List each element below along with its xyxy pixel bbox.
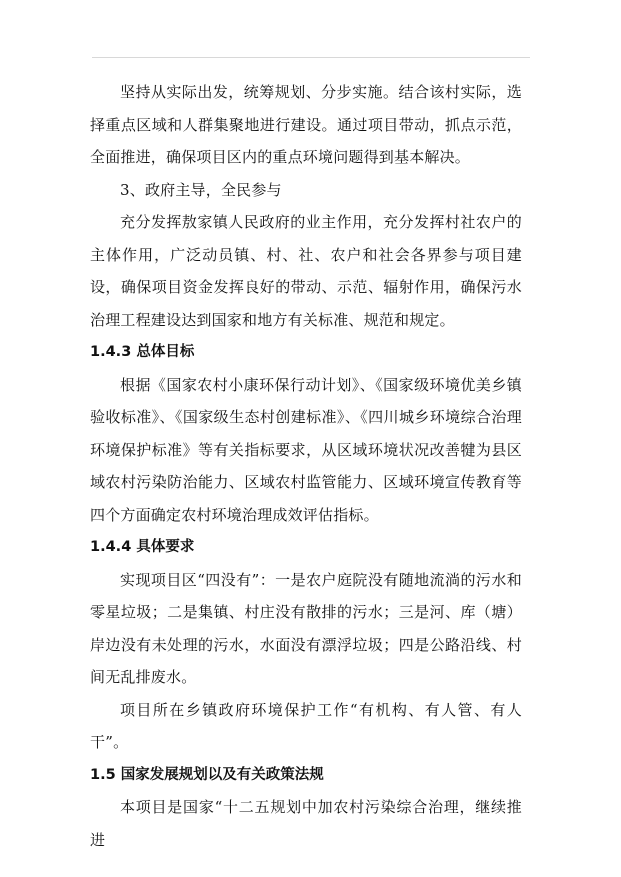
section-heading: 1.4.4 具体要求 — [90, 539, 195, 555]
paragraph: 坚持从实际出发，统筹规划、分步实施。结合该村实际，选择重点区域和人群集聚地进行建设。通过项目带动，抓点示范，全面推进，确保项目区内的重点环境问题得到基本解决。 — [90, 83, 522, 166]
paragraph: 充分发挥敖家镇人民政府的业主作用，充分发挥村社农户的主体作用，广泛动员镇、村、社、农户和社会各界参与项目建设，确保项目资金发挥良好的带动、示范、辐射作用，确保污水治理工程建设达到国家和地方有关标准、规范和规定。 — [90, 213, 522, 329]
section-heading: 1.4.3 总体目标 — [90, 344, 195, 360]
document-page — [90, 76, 522, 856]
paragraph: 根据《国家农村小康环保行动计划》、《国家级环境优美乡镇验收标准》、《国家级生态村创建标准》、《四川城乡环境综合治理环境保护标准》等有关指标要求，从区域环境状况改善犍为县区域农村污染防治能力、区域农村监管能力、区域环境宣传教育等四个方面确定农村环境治理成效评估指标。 — [90, 375, 522, 524]
paragraph: 实现项目区“四没有”：一是农户庭院没有随地流淌的污水和零星垃圾；二是集镇、村庄没有散排的污水；三是河、库（塘）岸边没有未处理的污水，水面没有漂浮垃圾；四是公路沿线、村间无乱排废水。 — [90, 570, 522, 686]
principle-subheading: 3、政府主导，全民参与 — [120, 180, 282, 199]
section-heading: 1.5 国家发展规划以及有关政策法规 — [90, 766, 324, 783]
header-rule — [92, 57, 530, 58]
paragraph: 本项目是国家“十二五规划中加农村污染综合治理，继续推进 — [90, 798, 522, 849]
paragraph: 项目所在乡镇政府环境保护工作“有机构、有人管、有人干”。 — [90, 700, 522, 751]
